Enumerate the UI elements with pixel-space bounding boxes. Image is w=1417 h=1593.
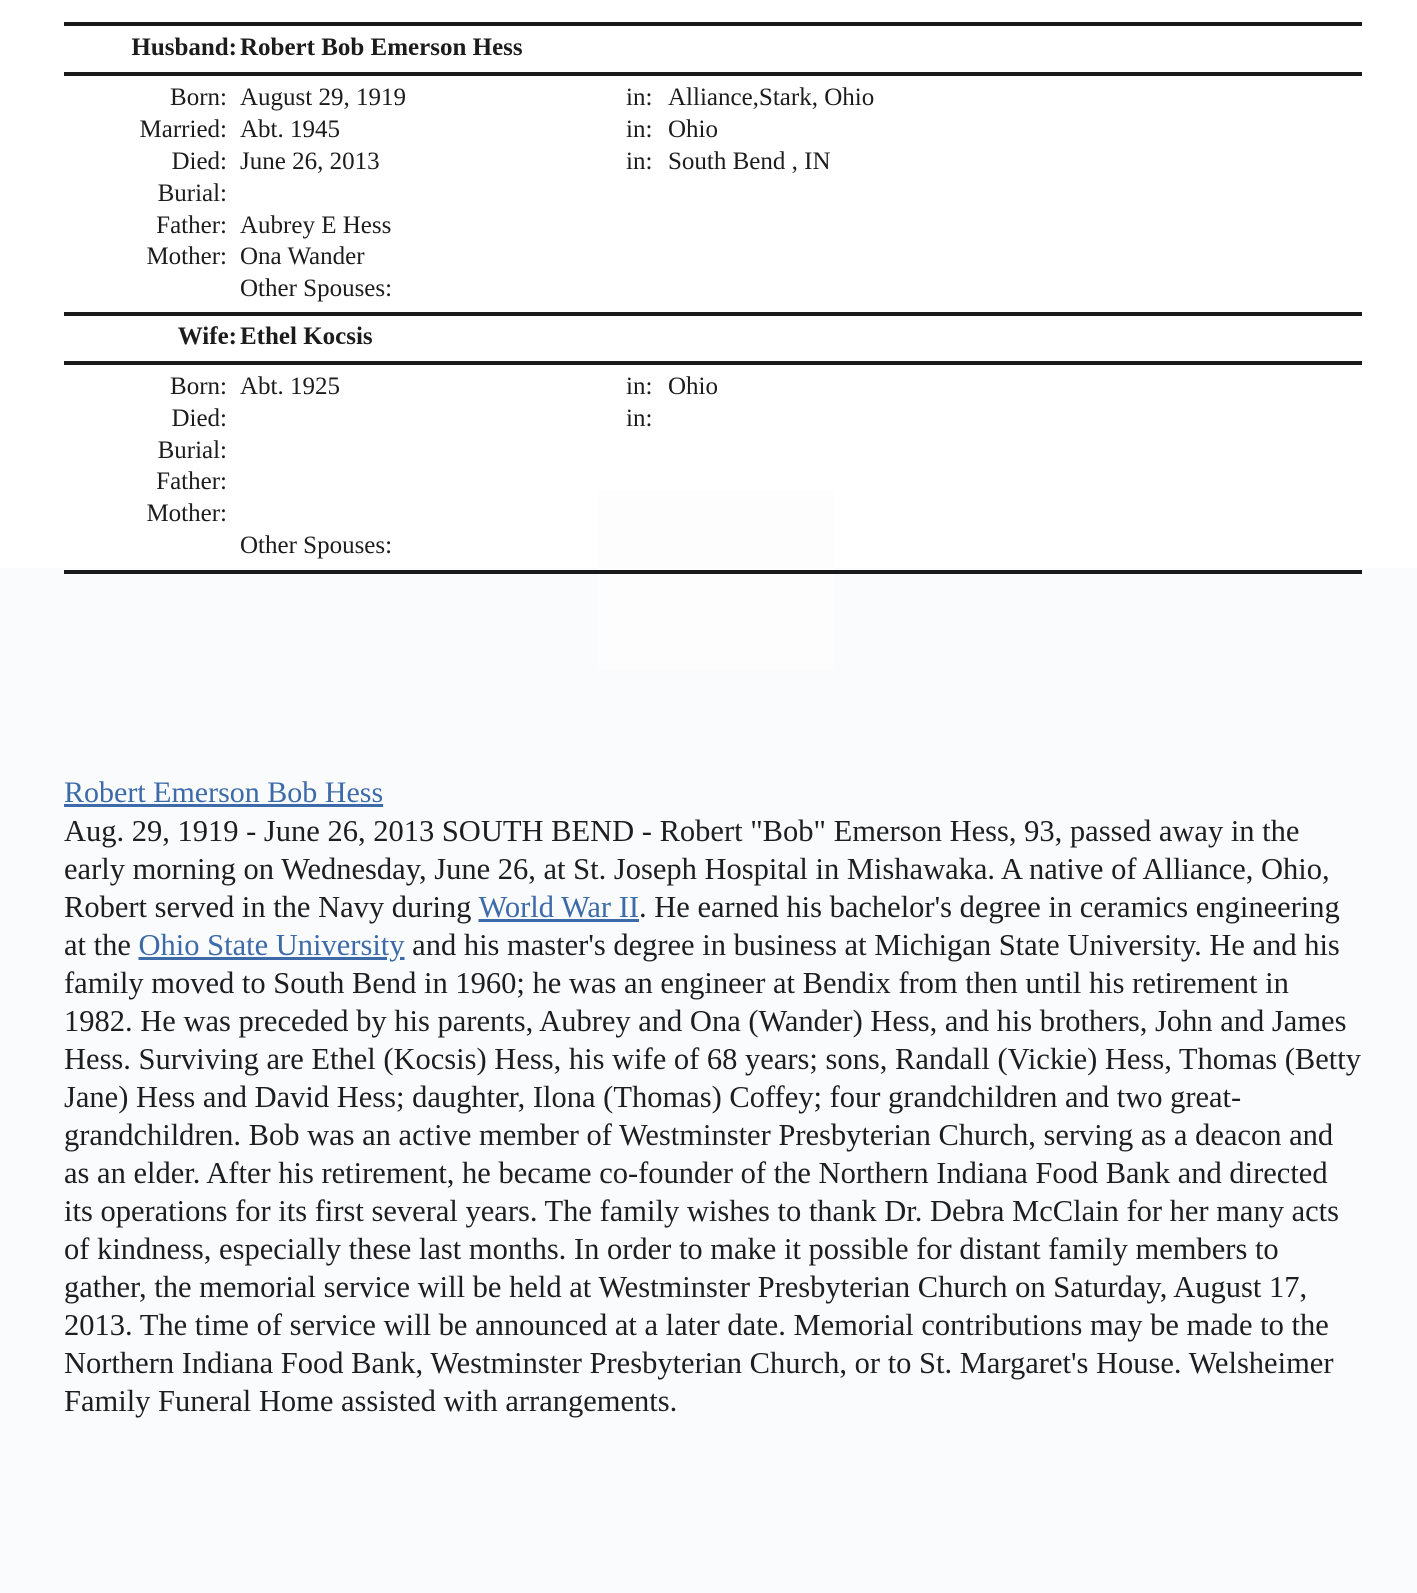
place-label: in: <box>626 405 653 432</box>
field-value: Aubrey E Hess <box>240 212 392 239</box>
divider-rule <box>64 22 1362 26</box>
husband-name: Robert Bob Emerson Hess <box>240 34 523 61</box>
field-value: Abt. 1945 <box>240 116 340 143</box>
place-label: in: <box>626 116 653 143</box>
obituary-title-link[interactable]: Robert Emerson Bob Hess <box>64 776 384 809</box>
field-value: June 26, 2013 <box>240 148 380 175</box>
field-label: Burial: <box>157 180 227 207</box>
divider-rule <box>64 570 1362 574</box>
husband-role-label: Husband: <box>131 34 237 61</box>
field-label: Born: <box>170 84 227 111</box>
place-value: South Bend , IN <box>668 148 831 175</box>
other-spouses-label: Other Spouses: <box>240 532 393 559</box>
field-label: Mother: <box>146 243 227 270</box>
field-label: Mother: <box>146 500 227 527</box>
divider-rule <box>64 72 1362 76</box>
field-value: August 29, 1919 <box>240 84 406 111</box>
obituary-paragraph-part: and his master's degree in business at Michigan State University. He and his family moved to South Bend in 1960; he was an engineer at Bendix from then until his retirement in 1982. He was preceded by his parents, Aubrey and Ona (Wander) Hess, and his brothers, John and James Hess. Surviving are Ethel (Kocsis) Hess, his wife of 68 years; sons, Randall (Vickie) Hess, Thomas (Betty Jane) Hess and David Hess; daughter, Ilona (Thomas) Coffey; four grandchildren and two great-grandchildren. Bob was an active member of Westminster Presbyterian Church, serving as a deacon and as an elder. After his retirement, he became co-founder of the Northern Indiana Food Bank and directed its operations for its first several years. The family wishes to thank Dr. Debra McClain for her many acts of kindness, especially these last months. In order to make it possible for distant family members to gather, the memorial service will be held at Westminster Presbyterian Church on Saturday, August 17, 2013. The time of service will be announced at a later date. Memorial contributions may be made to the Northern Indiana Food Bank, Westminster Presbyterian Church, or to St. Margaret's House. Welsheimer Family Funeral Home assisted with arrangements. <box>64 928 1362 1418</box>
place-value: Ohio <box>668 373 718 400</box>
place-value: Ohio <box>668 116 718 143</box>
other-spouses-label: Other Spouses: <box>240 275 393 302</box>
ohio-state-university-link[interactable]: Ohio State University <box>138 928 405 962</box>
field-label: Father: <box>156 212 227 239</box>
wife-name: Ethel Kocsis <box>240 323 373 350</box>
field-label: Died: <box>171 148 227 175</box>
place-label: in: <box>626 84 653 111</box>
obituary-paragraph-part: Aug. 29, 1919 - June 26, 2013 SOUTH BEND - Robert "Bob" Emerson Hess, 93, passed away in the early morning on Wednesday, June 26, at St. Joseph Hospital in Mishawaka. A native of Alliance, Ohio, Robert served in the Navy during <box>64 814 1330 924</box>
field-label: Born: <box>170 373 227 400</box>
world-war-ii-link[interactable]: World War II <box>478 890 640 924</box>
obituary-text <box>64 812 1364 1420</box>
field-label: Burial: <box>157 437 227 464</box>
place-value: Alliance,Stark, Ohio <box>668 84 875 111</box>
place-label: in: <box>626 373 653 400</box>
field-label: Father: <box>156 468 227 495</box>
scan-paper-patch <box>598 490 834 670</box>
field-label: Died: <box>171 405 227 432</box>
divider-rule <box>64 312 1362 316</box>
field-value: Abt. 1925 <box>240 373 340 400</box>
place-label: in: <box>626 148 653 175</box>
obituary-paragraph-part: . He earned his bachelor's degree in ceramics engineering at the <box>64 890 1340 962</box>
field-value: Ona Wander <box>240 243 365 270</box>
divider-rule <box>64 361 1362 365</box>
wife-role-label: Wife: <box>177 323 237 350</box>
field-label: Married: <box>139 116 227 143</box>
